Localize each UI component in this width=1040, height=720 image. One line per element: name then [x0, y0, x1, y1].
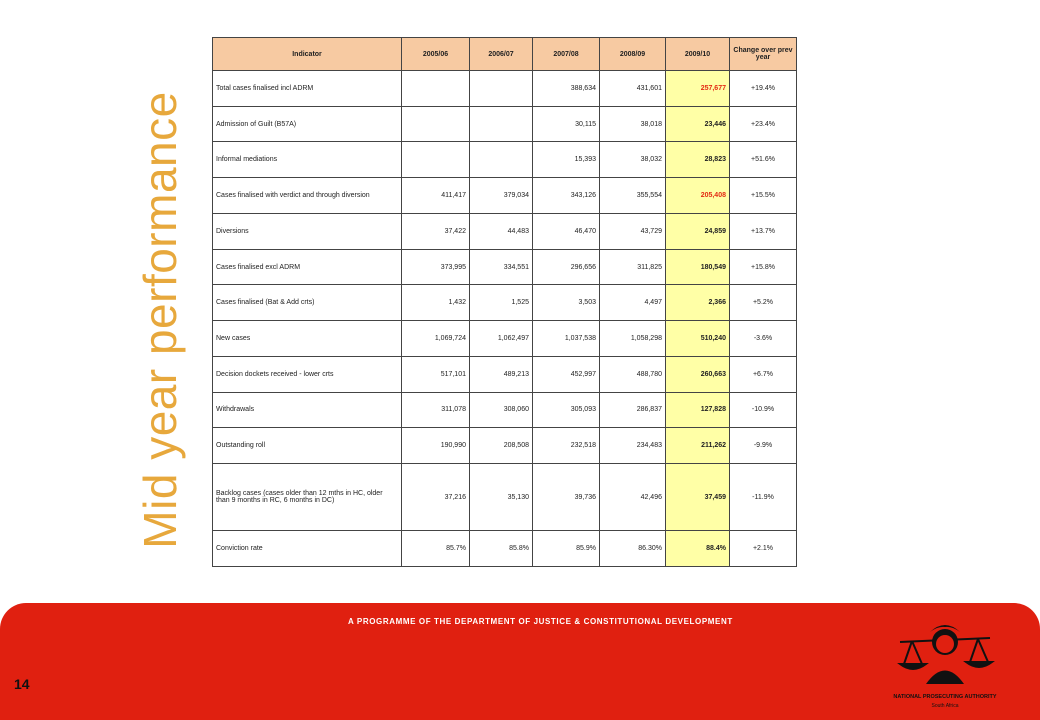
column-header: 2007/08	[533, 38, 600, 71]
table-cell: 1,058,298	[600, 321, 666, 357]
table-cell: +19.4%	[730, 71, 797, 107]
table-cell: -11.9%	[730, 464, 797, 531]
table-cell: 42,496	[600, 464, 666, 531]
table-cell: 86.30%	[600, 531, 666, 567]
table-cell: 211,262	[666, 428, 730, 464]
table-cell	[402, 71, 470, 107]
table-cell: +6.7%	[730, 356, 797, 392]
table-cell	[470, 142, 533, 178]
table-cell: 15,393	[533, 142, 600, 178]
table-cell	[470, 106, 533, 142]
table-header-row	[213, 38, 797, 71]
table-row	[213, 464, 797, 531]
table-cell: Withdrawals	[213, 392, 402, 428]
table-cell: 3,503	[533, 285, 600, 321]
table-cell: 1,069,724	[402, 321, 470, 357]
table-cell: +51.6%	[730, 142, 797, 178]
table-cell: 379,034	[470, 178, 533, 214]
npa-logo-icon	[890, 612, 1000, 690]
table-row	[213, 142, 797, 178]
table-cell: +15.5%	[730, 178, 797, 214]
column-header: Indicator	[213, 38, 402, 71]
table-cell: 517,101	[402, 356, 470, 392]
table-row	[213, 178, 797, 214]
table-cell	[402, 106, 470, 142]
table-cell: 38,018	[600, 106, 666, 142]
table-cell: 234,483	[600, 428, 666, 464]
table-cell: 37,422	[402, 213, 470, 249]
table-cell: 355,554	[600, 178, 666, 214]
table-cell: 257,677	[666, 71, 730, 107]
table-cell: 46,470	[533, 213, 600, 249]
table-cell: 1,062,497	[470, 321, 533, 357]
table-cell: +15.8%	[730, 249, 797, 285]
table-cell: Admission of Guilt (B57A)	[213, 106, 402, 142]
table-cell: 127,828	[666, 392, 730, 428]
table-cell: 489,213	[470, 356, 533, 392]
table-cell: -9.9%	[730, 428, 797, 464]
column-header: 2005/06	[402, 38, 470, 71]
table-row	[213, 321, 797, 357]
table-cell: 37,216	[402, 464, 470, 531]
table-cell: 4,497	[600, 285, 666, 321]
slide-title: Mid year performance	[134, 91, 186, 549]
table-row	[213, 106, 797, 142]
table-cell: New cases	[213, 321, 402, 357]
table-cell: 296,656	[533, 249, 600, 285]
table-row	[213, 392, 797, 428]
table-cell: Backlog cases (cases older than 12 mths in HC, older than 9 months in RC, 6 months in DC)	[213, 464, 402, 531]
table-cell: Cases finalised excl ADRM	[213, 249, 402, 285]
table-cell: 1,037,538	[533, 321, 600, 357]
table-cell: 510,240	[666, 321, 730, 357]
page-number: 14	[14, 676, 30, 692]
table-cell: 43,729	[600, 213, 666, 249]
table-cell: Diversions	[213, 213, 402, 249]
table-cell: -10.9%	[730, 392, 797, 428]
table-cell: -3.6%	[730, 321, 797, 357]
table-cell: Decision dockets received - lower crts	[213, 356, 402, 392]
table-cell: 35,130	[470, 464, 533, 531]
column-header: 2008/09	[600, 38, 666, 71]
table-cell: 305,093	[533, 392, 600, 428]
table-cell	[470, 71, 533, 107]
table-cell: 85.7%	[402, 531, 470, 567]
table-cell: +2.1%	[730, 531, 797, 567]
table-row	[213, 71, 797, 107]
table-cell	[402, 142, 470, 178]
table-cell: 411,417	[402, 178, 470, 214]
table-row	[213, 285, 797, 321]
table-cell: 44,483	[470, 213, 533, 249]
table-cell: 85.9%	[533, 531, 600, 567]
table-cell: 311,078	[402, 392, 470, 428]
table-cell: 24,859	[666, 213, 730, 249]
column-header: 2009/10	[666, 38, 730, 71]
table-cell: 38,032	[600, 142, 666, 178]
table-cell: Informal mediations	[213, 142, 402, 178]
table-cell: 39,736	[533, 464, 600, 531]
table-cell: 205,408	[666, 178, 730, 214]
table-cell: Cases finalised (Bat & Add crts)	[213, 285, 402, 321]
table-cell: 1,432	[402, 285, 470, 321]
table-cell: 30,115	[533, 106, 600, 142]
table-cell: 232,518	[533, 428, 600, 464]
table-body	[213, 71, 797, 567]
table-cell: 388,634	[533, 71, 600, 107]
table-cell: 88.4%	[666, 531, 730, 567]
column-header: 2006/07	[470, 38, 533, 71]
table-cell: 85.8%	[470, 531, 533, 567]
table-cell: 2,366	[666, 285, 730, 321]
table-cell: 431,601	[600, 71, 666, 107]
programme-text: A PROGRAMME OF THE DEPARTMENT OF JUSTICE & CONSTITUTIONAL DEVELOPMENT	[348, 617, 733, 626]
table-cell: 1,525	[470, 285, 533, 321]
slide-title-container	[130, 80, 190, 560]
table-cell: Outstanding roll	[213, 428, 402, 464]
table-cell: Cases finalised with verdict and through diversion	[213, 178, 402, 214]
logo-subtitle: South Africa	[931, 703, 959, 709]
table-row	[213, 249, 797, 285]
table-cell: Total cases finalised incl ADRM	[213, 71, 402, 107]
table-cell: 190,990	[402, 428, 470, 464]
table-cell: Conviction rate	[213, 531, 402, 567]
table-cell: 343,126	[533, 178, 600, 214]
table-cell: 373,995	[402, 249, 470, 285]
table-cell: 37,459	[666, 464, 730, 531]
table-cell: 208,508	[470, 428, 533, 464]
table-cell: 488,780	[600, 356, 666, 392]
table-cell: 23,446	[666, 106, 730, 142]
table-cell: 308,060	[470, 392, 533, 428]
logo-name: NATIONAL PROSECUTING AUTHORITY	[893, 694, 997, 700]
table-cell: +5.2%	[730, 285, 797, 321]
table-cell: +13.7%	[730, 213, 797, 249]
table-cell: 180,549	[666, 249, 730, 285]
table-row	[213, 531, 797, 567]
table-row	[213, 356, 797, 392]
table-cell: 286,837	[600, 392, 666, 428]
table-cell: +23.4%	[730, 106, 797, 142]
table-cell: 28,823	[666, 142, 730, 178]
table-row	[213, 213, 797, 249]
table-row	[213, 428, 797, 464]
table-cell: 260,663	[666, 356, 730, 392]
column-header: Change over prev year	[730, 38, 797, 71]
table-cell: 452,997	[533, 356, 600, 392]
performance-table	[212, 37, 797, 567]
table-cell: 334,551	[470, 249, 533, 285]
table-cell: 311,825	[600, 249, 666, 285]
